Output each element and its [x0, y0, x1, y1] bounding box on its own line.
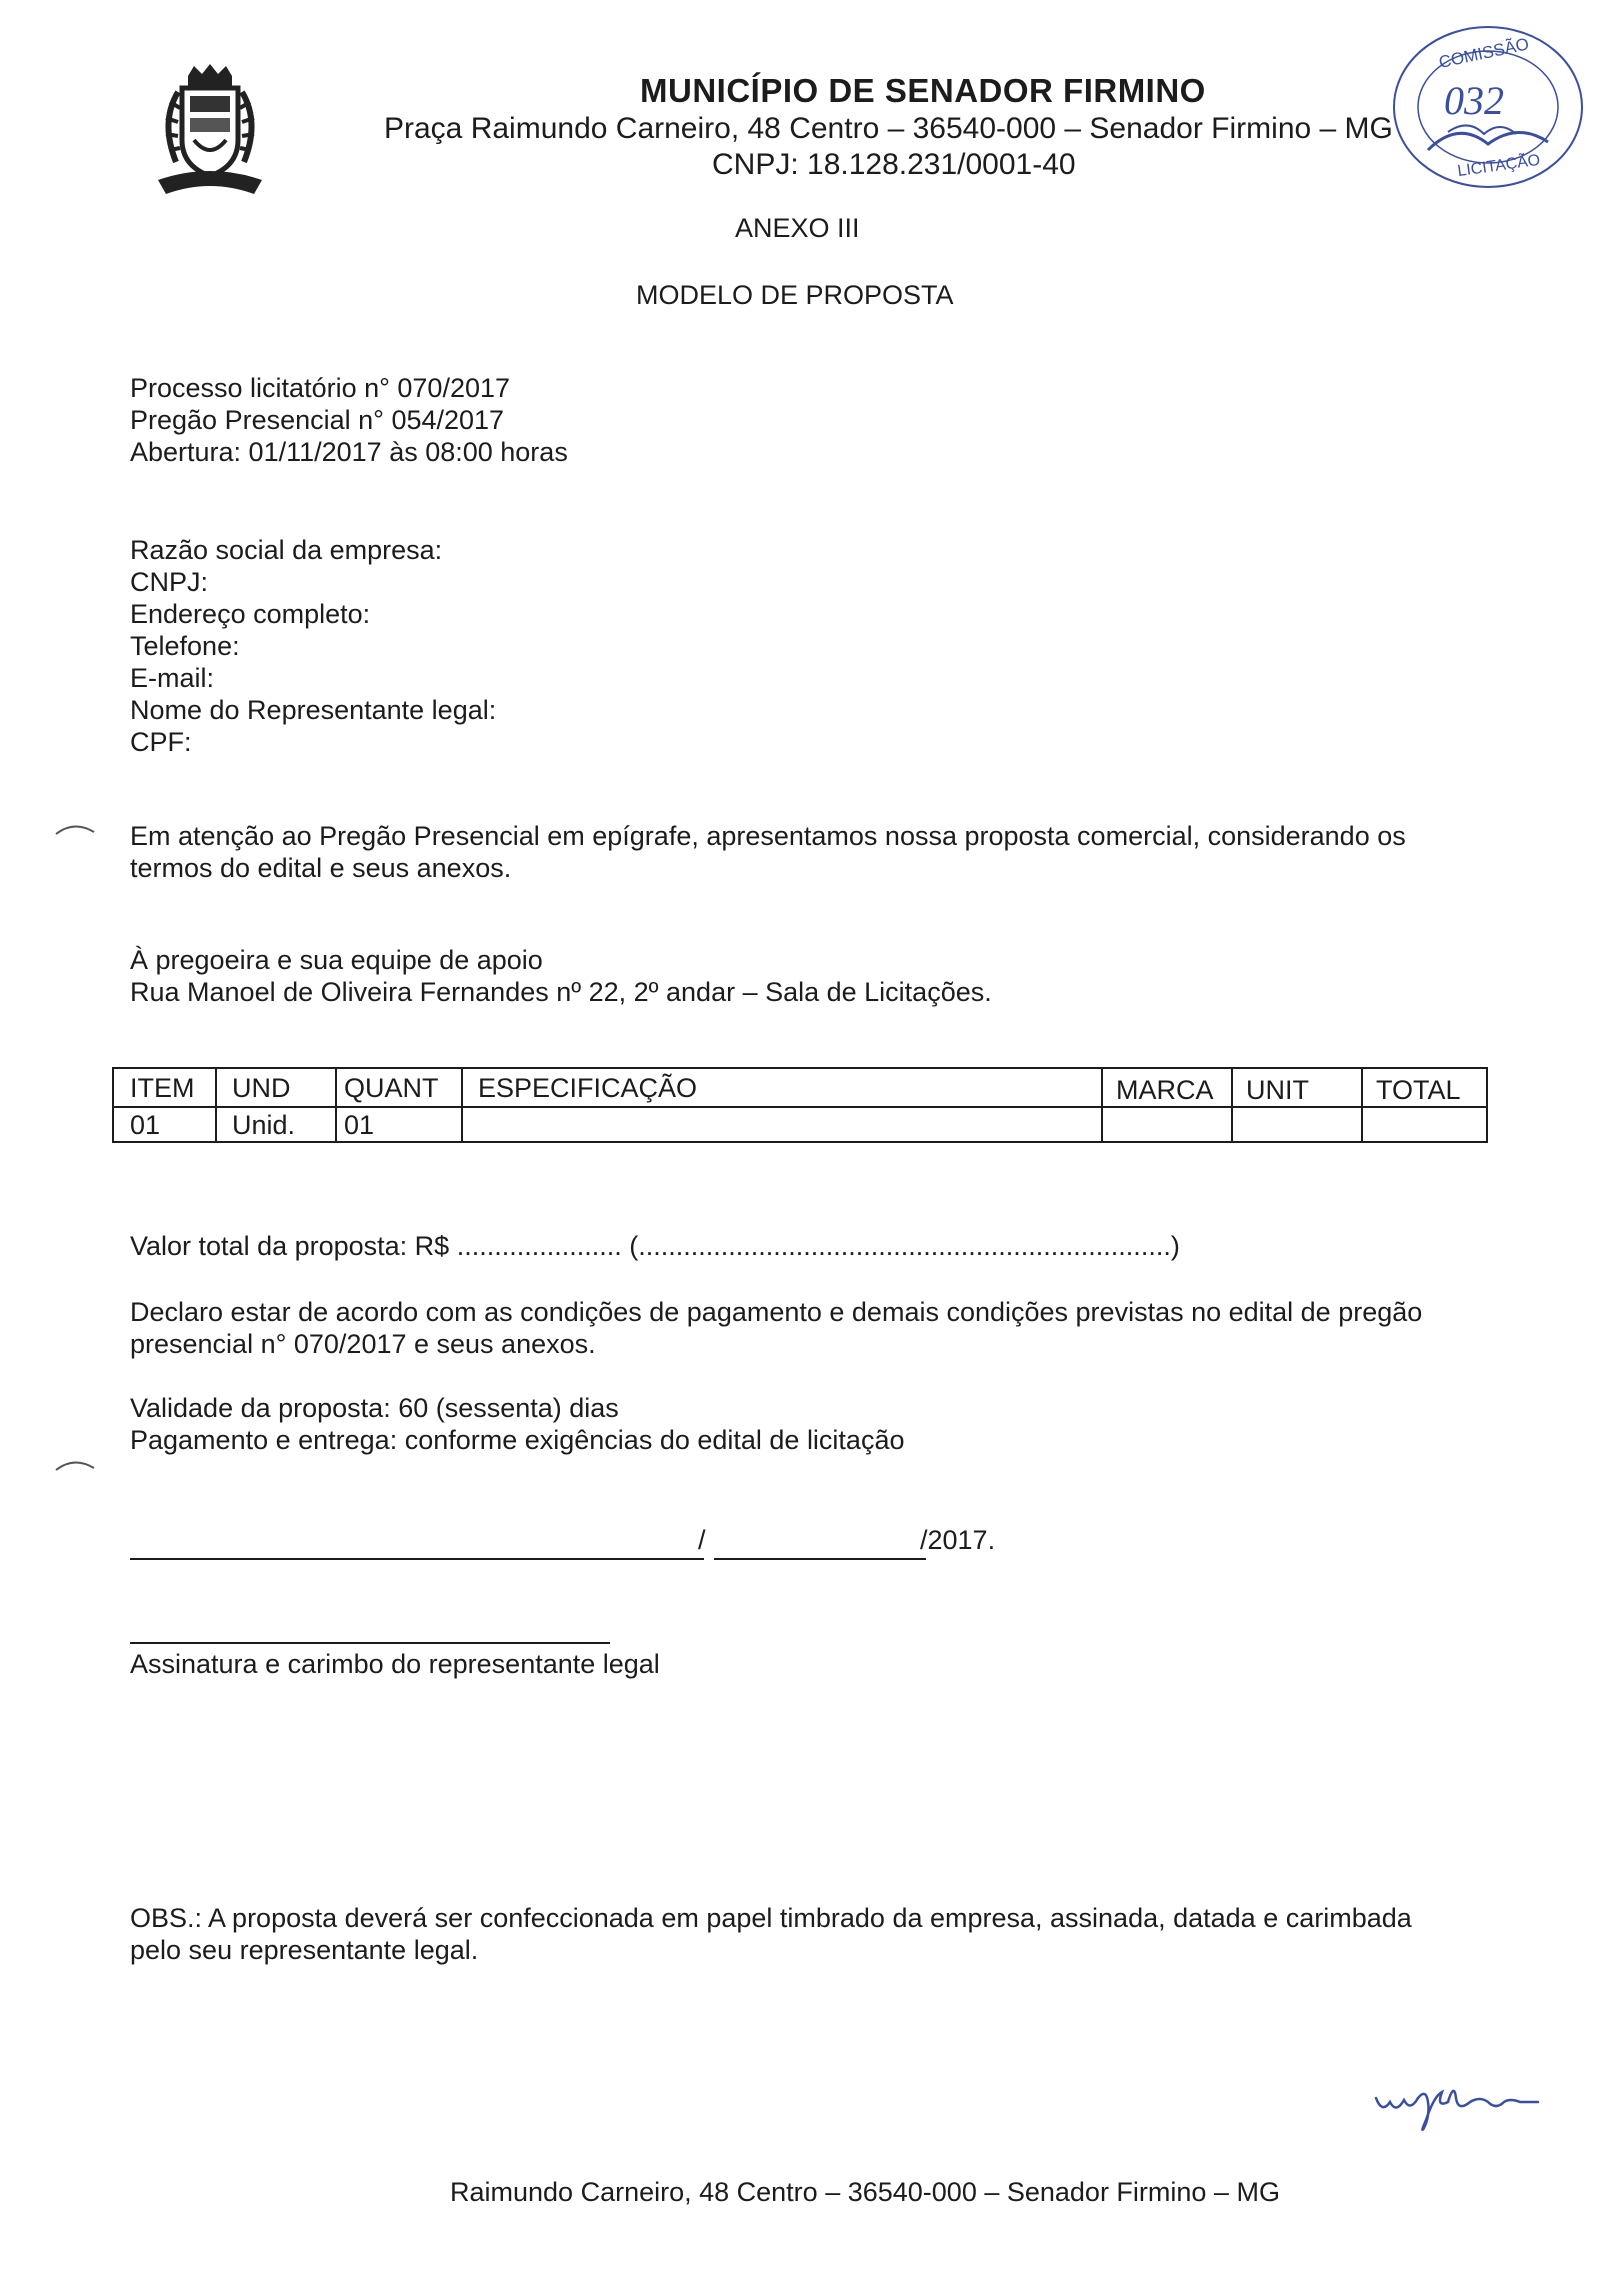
- items-table: [112, 1067, 1488, 1143]
- obs-line-1: OBS.: A proposta deverá ser confeccionada em papel timbrado da empresa, assinada, datada e carimbada: [130, 1903, 1412, 1933]
- handwritten-initials: [1370, 2068, 1550, 2138]
- stamp-number: 032: [1444, 78, 1504, 123]
- table-header-brand: MARCA: [1116, 1075, 1214, 1105]
- validity-line: Validade da proposta: 60 (sessenta) dias: [130, 1393, 619, 1423]
- field-address: Endereço completo:: [130, 599, 371, 629]
- footer-address: Raimundo Carneiro, 48 Centro – 36540-000 – Senador Firmino – MG: [450, 2177, 1280, 2207]
- annex-title: ANEXO III: [735, 213, 860, 243]
- field-email: E-mail:: [130, 663, 215, 693]
- table-header-specification: ESPECIFICAÇÃO: [478, 1073, 698, 1103]
- table-cell-item: 01: [130, 1110, 161, 1140]
- table-header-unit-price: UNIT: [1246, 1075, 1309, 1105]
- municipal-crest-logo: [150, 62, 270, 202]
- opening-date: Abertura: 01/11/2017 às 08:00 horas: [130, 437, 568, 467]
- date-month-blank: [714, 1558, 926, 1560]
- signature-label: Assinatura e carimbo do representante legal: [130, 1649, 660, 1679]
- date-year: /2017.: [920, 1525, 996, 1555]
- scan-edge-mark: [54, 818, 98, 838]
- table-header-quantity: QUANT: [344, 1073, 439, 1103]
- municipality-title: MUNICÍPIO DE SENADOR FIRMINO: [640, 72, 1206, 109]
- municipality-address: Praça Raimundo Carneiro, 48 Centro – 36540-000 – Senador Firmino – MG: [384, 112, 1393, 145]
- table-cell-quantity: 01: [344, 1110, 375, 1140]
- obs-line-2: pelo seu representante legal.: [130, 1935, 479, 1965]
- intro-line-1: Em atenção ao Pregão Presencial em epígrafe, apresentamos nossa proposta comercial, considerando os: [130, 821, 1406, 851]
- table-cell-unit: Unid.: [232, 1110, 296, 1140]
- pregao-number: Pregão Presencial n° 054/2017: [130, 405, 505, 435]
- recipient-line-2: Rua Manoel de Oliveira Fernandes nº 22, 2º andar – Sala de Licitações.: [130, 977, 992, 1007]
- stamp-bottom-text: LICITAÇÃO: [1456, 151, 1542, 181]
- recipient-line-1: À pregoeira e sua equipe de apoio: [130, 945, 543, 975]
- document-title: MODELO DE PROPOSTA: [636, 280, 954, 310]
- field-representative: Nome do Representante legal:: [130, 695, 497, 725]
- table-header-total: TOTAL: [1376, 1075, 1461, 1105]
- signature-blank: [130, 1642, 610, 1644]
- stamp-top-text: COMISSÃO: [1437, 34, 1531, 72]
- field-cnpj: CNPJ:: [130, 567, 209, 597]
- total-value-line: Valor total da proposta: R$ ...................... (.......................................................................): [130, 1231, 1180, 1261]
- field-company-name: Razão social da empresa:: [130, 535, 443, 565]
- field-cpf: CPF:: [130, 727, 192, 757]
- declaration-line-1: Declaro estar de acordo com as condições de pagamento e demais condições previstas no edital de pregão: [130, 1297, 1423, 1327]
- table-header-item: ITEM: [130, 1073, 195, 1103]
- date-separator: /: [698, 1525, 706, 1555]
- date-place-blank: [130, 1558, 704, 1560]
- intro-line-2: termos do edital e seus anexos.: [130, 853, 512, 883]
- declaration-line-2: presencial n° 070/2017 e seus anexos.: [130, 1329, 596, 1359]
- field-phone: Telefone:: [130, 631, 240, 661]
- table-header-unit: UND: [232, 1073, 291, 1103]
- commission-stamp: [1388, 22, 1588, 192]
- payment-line: Pagamento e entrega: conforme exigências do edital de licitação: [130, 1425, 905, 1455]
- process-number: Processo licitatório n° 070/2017: [130, 373, 511, 403]
- municipality-cnpj: CNPJ: 18.128.231/0001-40: [712, 148, 1076, 181]
- scan-edge-mark: [54, 1454, 98, 1474]
